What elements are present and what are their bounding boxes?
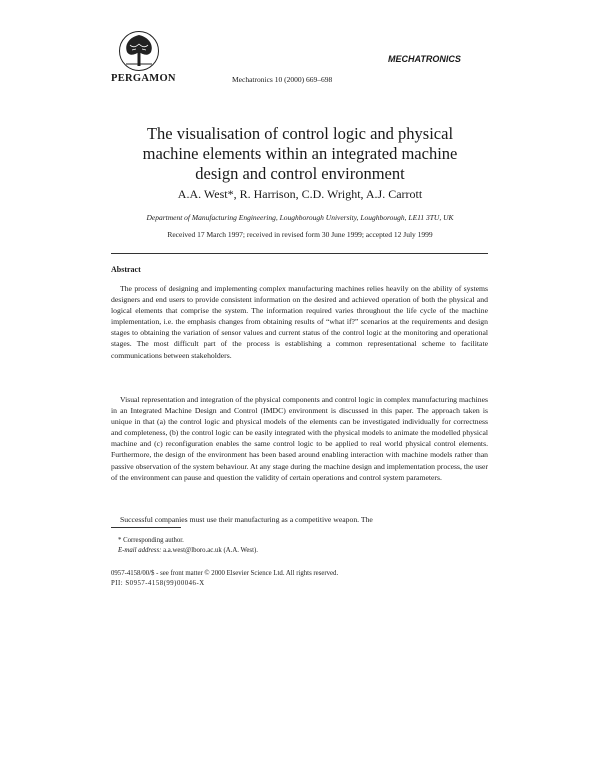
email-address[interactable]: a.a.west@lboro.ac.uk (A.A. West). [163, 547, 258, 554]
received-dates: Received 17 March 1997; received in revised form 30 June 1999; accepted 12 July 1999 [167, 230, 433, 239]
footnote-divider [111, 527, 181, 528]
pii-identifier: PII: S0957-4158(99)00046-X [111, 580, 205, 587]
affiliation: Department of Manufacturing Engineering, Loughborough University, Loughborough, LE11 3TU, UK [146, 213, 454, 222]
publisher-name: PERGAMON [111, 73, 176, 84]
section-divider [111, 253, 488, 254]
journal-brand: MECHATRONICS [388, 54, 461, 64]
corresponding-author-note: * Corresponding author. [118, 537, 184, 544]
article-title [80, 124, 520, 184]
body-paragraph [111, 514, 488, 525]
paragraph-text: Visual representation and integration of the physical components and control logic in complex manufacturing machines in an Integrated Machine Design and Control (IMDC) environment is discussed in this paper. The approach taken is unique in that (a) the control logic and physical models of the elements can be investigated individually for correctness and completeness, (b) the control logic can be easily integrated with the physical models to animate the modelled physical machine and (c) reconfiguration enables the same control logic to be applied to real world physical control elements. Furthermore, the design of the environment has been based around enabling interaction with machine models rather than passive observation of the system behaviour. At any stage during the machine design and implementation process, the user of the environment can pause and question the validity of certain operations and control system parameters. [111, 395, 488, 482]
paragraph-text: The process of designing and implementing complex manufacturing machines relies heavily on the ability of systems designers and end users to provide consistent information on the desired and achieved operation of both the physical and logical elements that comprise the system. The information required varies throughout the life cycle of the machine implementation, i.e. the emphasis changes from obtaining results of “what if?” scenarios at the requirements and design stages to obtaining the variation of sensor values and current status of the control logic at the monitoring and operational stages. The most difficult part of the process is establishing a common representational scheme to facilitate communications between stakeholders. [111, 284, 488, 360]
elsevier-tree-logo-icon [118, 30, 160, 72]
title-line: design and control environment [195, 164, 405, 183]
title-line: machine elements within an integrated machine [142, 144, 458, 163]
abstract-paragraph [111, 394, 488, 483]
email-label: E-mail address: [118, 547, 162, 554]
abstract-heading: Abstract [111, 265, 141, 274]
copyright-line: 0957-4158/00/$ - see front matter © 2000 Elsevier Science Ltd. All rights reserved. [111, 570, 339, 577]
title-line: The visualisation of control logic and physical [146, 124, 454, 143]
abstract-paragraph [111, 283, 488, 361]
journal-citation: Mechatronics 10 (2000) 669–698 [232, 75, 333, 84]
paragraph-text: Successful companies must use their manufacturing as a competitive weapon. The [120, 515, 373, 524]
email-footnote [118, 547, 258, 554]
author-list: A.A. West*, R. Harrison, C.D. Wright, A.J. Carrott [177, 187, 423, 201]
